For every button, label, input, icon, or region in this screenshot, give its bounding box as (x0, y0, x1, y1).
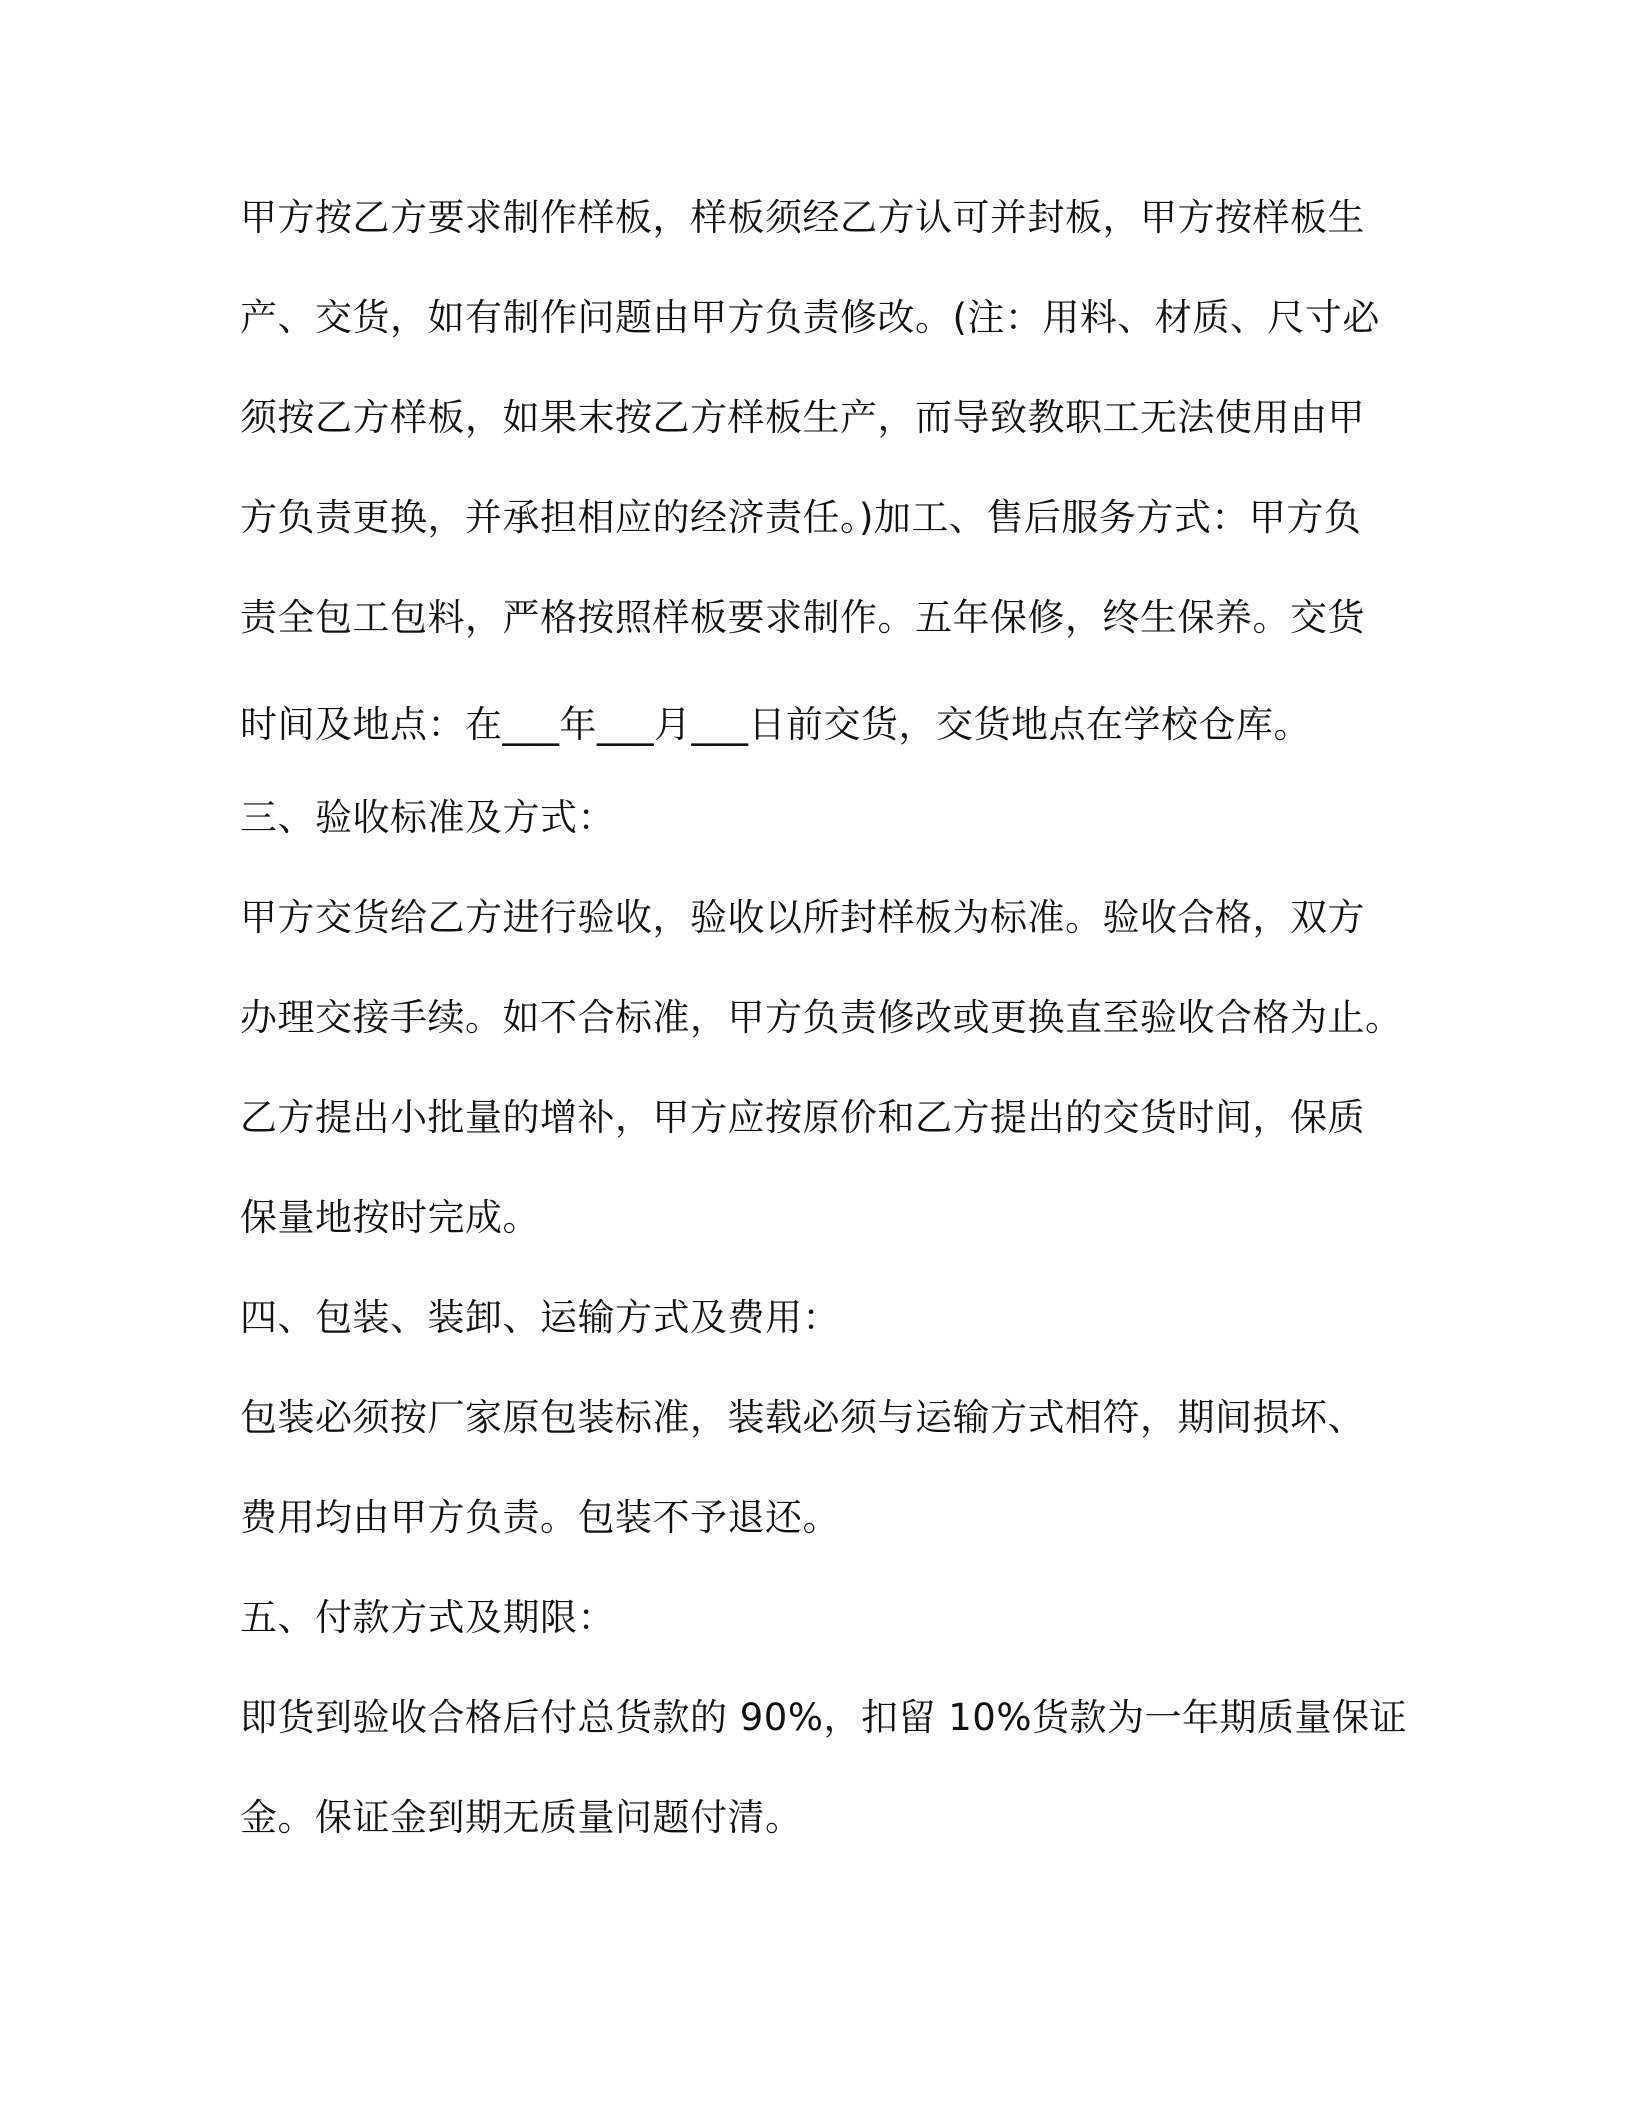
paragraph-line: 办理交接手续。如不合标准，甲方负责修改或更换直至验收合格为止。 (240, 996, 1403, 1039)
paragraph-line: 金。保证金到期无质量问题付清。 (240, 1796, 803, 1839)
paragraph-line: 须按乙方样板，如果末按乙方样板生产，而导致教职工无法使用由甲 (240, 396, 1365, 439)
paragraph-line: 产、交货，如有制作问题由甲方负责修改。(注：用料、材质、尺寸必 (240, 296, 1380, 339)
paragraph-line: 甲方按乙方要求制作样板，样板须经乙方认可并封板，甲方按样板生 (240, 196, 1365, 239)
paragraph-line: 保量地按时完成。 (240, 1196, 540, 1239)
paragraph-line: 费用均由甲方负责。包装不予退还。 (240, 1496, 840, 1539)
paragraph-line: 时间及地点：在___年___月___日前交货，交货地点在学校仓库。 (240, 703, 1311, 746)
paragraph-line: 包装必须按厂家原包装标准，装载必须与运输方式相符，期间损坏、 (240, 1396, 1365, 1439)
paragraph-line: 乙方提出小批量的增补，甲方应按原价和乙方提出的交货时间，保质 (240, 1096, 1365, 1139)
paragraph-line: 甲方交货给乙方进行验收，验收以所封样板为标准。验收合格，双方 (240, 896, 1365, 939)
section-heading: 三、验收标准及方式： (240, 796, 615, 839)
paragraph-line: 即货到验收合格后付总货款的 90%，扣留 10%货款为一年期质量保证 (240, 1696, 1407, 1739)
section-heading: 四、包装、装卸、运输方式及费用： (240, 1296, 840, 1339)
section-heading: 五、付款方式及期限： (240, 1596, 615, 1639)
paragraph-line: 方负责更换，并承担相应的经济责任。)加工、售后服务方式：甲方负 (240, 496, 1362, 539)
paragraph-line: 责全包工包料，严格按照样板要求制作。五年保修，终生保养。交货 (240, 596, 1365, 639)
